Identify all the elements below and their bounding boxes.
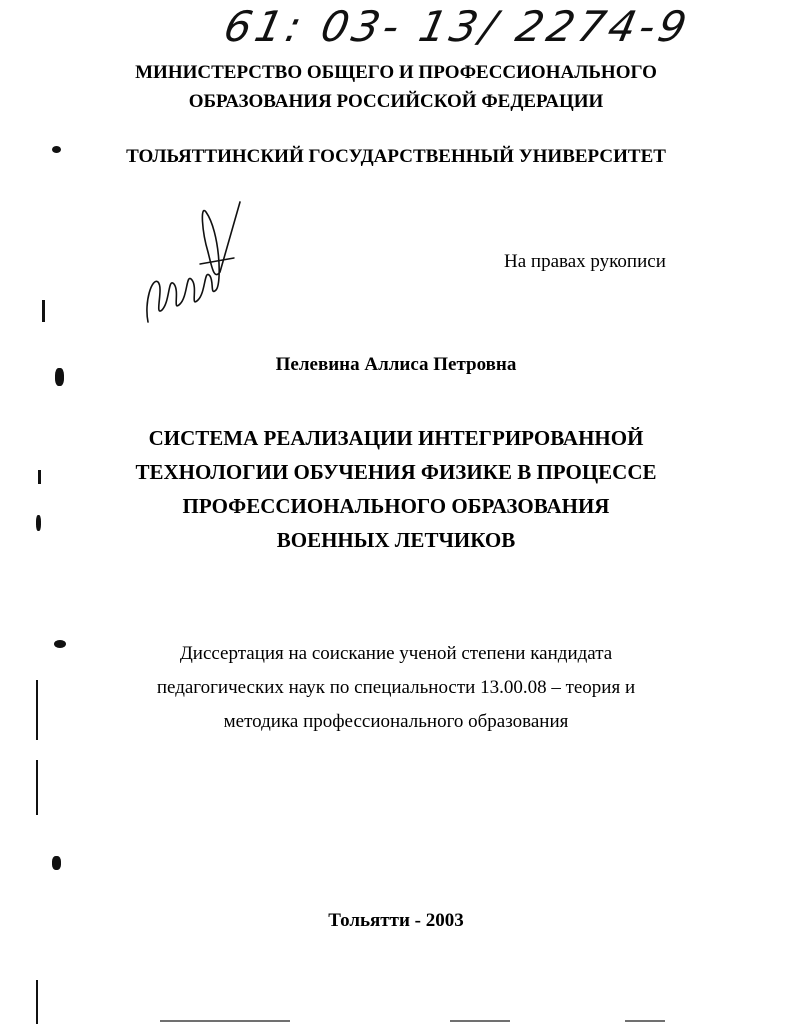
scan-mark bbox=[36, 680, 38, 740]
manuscript-rights-note: На правах рукописи bbox=[504, 251, 666, 272]
title-line-3: ПРОФЕССИОНАЛЬНОГО ОБРАЗОВАНИЯ bbox=[182, 494, 610, 518]
scan-mark bbox=[52, 856, 61, 870]
description-line-3: методика профессионального образования bbox=[223, 711, 569, 732]
ministry-header bbox=[0, 58, 792, 116]
title-line-4: ВОЕННЫХ ЛЕТЧИКОВ bbox=[276, 528, 516, 552]
ministry-line-1: МИНИСТЕРСТВО ОБЩЕГО И ПРОФЕССИОНАЛЬНОГО bbox=[135, 62, 657, 83]
title-line-1: СИСТЕМА РЕАЛИЗАЦИИ ИНТЕГРИРОВАННОЙ bbox=[148, 426, 644, 450]
scan-mark bbox=[42, 300, 45, 322]
city-and-year: Тольятти - 2003 bbox=[328, 910, 464, 931]
scan-mark bbox=[36, 515, 41, 531]
scan-mark bbox=[36, 760, 38, 815]
author-name: Пелевина Аллиса Петровна bbox=[275, 354, 517, 375]
scan-mark bbox=[160, 1020, 290, 1022]
scan-mark bbox=[36, 980, 38, 1024]
handwritten-catalog-code: 61: 03- 13/ 2274-9 bbox=[219, 2, 695, 51]
scan-mark bbox=[54, 640, 66, 648]
dissertation-description bbox=[0, 637, 792, 739]
signature-icon bbox=[140, 192, 250, 332]
dissertation-title bbox=[0, 421, 792, 557]
scan-mark bbox=[55, 368, 64, 386]
scan-mark bbox=[38, 470, 41, 484]
description-line-1: Диссертация на соискание ученой степени кандидата bbox=[179, 643, 613, 664]
scan-mark bbox=[52, 146, 61, 153]
description-line-2: педагогических наук по специальности 13.00.08 – теория и bbox=[156, 677, 636, 698]
scan-mark bbox=[625, 1020, 665, 1022]
title-line-2: ТЕХНОЛОГИИ ОБУЧЕНИЯ ФИЗИКЕ В ПРОЦЕССЕ bbox=[135, 460, 657, 484]
university-name: ТОЛЬЯТТИНСКИЙ ГОСУДАРСТВЕННЫЙ УНИВЕРСИТЕТ bbox=[126, 146, 666, 167]
ministry-line-2: ОБРАЗОВАНИЯ РОССИЙСКОЙ ФЕДЕРАЦИИ bbox=[188, 91, 604, 112]
scan-mark bbox=[450, 1020, 510, 1022]
